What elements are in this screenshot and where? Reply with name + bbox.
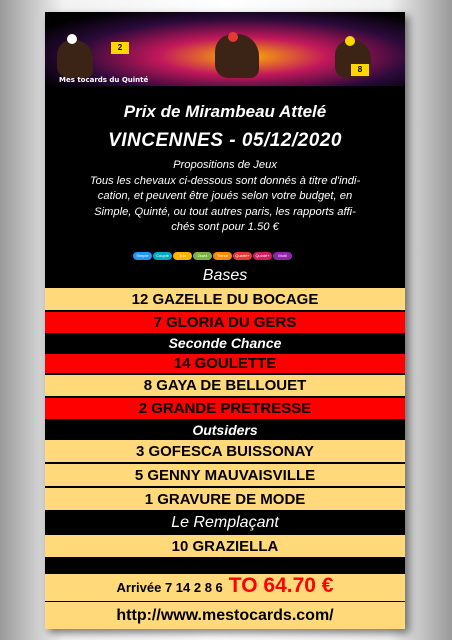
jockey-graphic (345, 36, 355, 46)
jockey-graphic (228, 32, 238, 42)
payout-value: TO 64.70 € (228, 574, 334, 597)
race-title: Prix de Mirambeau Attelé (123, 102, 327, 121)
section-header-remplacant: Le Remplaçant (45, 511, 405, 535)
section-header-seconde-chance: Seconde Chance (45, 334, 405, 353)
bet-type-strip (133, 252, 292, 260)
bet-type-badge: 2sur4 (193, 252, 212, 260)
horse-graphic (57, 40, 93, 78)
banner-caption: Mes tocards du Quinté (59, 76, 149, 84)
jockey-graphic (67, 34, 77, 44)
horse-row: 12 GAZELLE DU BOCAGE (45, 288, 405, 311)
horse-row: 7 GLORIA DU GERS (45, 312, 405, 334)
horse-row: 1 GRAVURE DE MODE (45, 488, 405, 511)
section-header-outsiders: Outsiders (45, 420, 405, 440)
race-venue-date: VINCENNES - 05/12/2020 (108, 130, 342, 151)
horse-row: 3 GOFESCA BUISSONAY (45, 440, 405, 463)
section-header-bases: Bases (45, 264, 405, 287)
intro-line: cation, et peuvent être joués selon votre budget, en (97, 190, 353, 202)
divider (45, 558, 405, 574)
bet-type-badge: Couplé (153, 252, 172, 260)
arrivee-label: Arrivée 7 14 2 8 6 (116, 580, 223, 595)
horse-row: 10 GRAZIELLA (45, 535, 405, 558)
intro-line: chés sont pour 1.50 € (171, 221, 279, 233)
saddle-number: 2 (111, 42, 129, 54)
website-link[interactable]: http://www.mestocards.com/ (45, 601, 405, 629)
bet-type-badge: Simple (133, 252, 152, 260)
intro-text (51, 158, 399, 236)
intro-heading: Propositions de Jeux (173, 159, 277, 171)
bet-type-badge: Quinté+ (253, 252, 272, 260)
saddle-number: 8 (351, 64, 369, 76)
header-banner (45, 12, 405, 86)
bet-type-badge: Tiercé (213, 252, 232, 260)
bet-type-badge: Trio (173, 252, 192, 260)
bet-type-badge: Quarté+ (233, 252, 252, 260)
intro-line: Tous les chevaux ci-dessous sont donnés à titre d'indi- (89, 174, 361, 187)
horse-row: 8 GAYA DE BELLOUET (45, 375, 405, 397)
horse-row: 2 GRANDE PRETRESSE (45, 398, 405, 420)
intro-line: Simple, Quinté, ou tout autres paris, les rapports affi- (94, 205, 356, 218)
horse-row: 5 GENNY MAUVAISVILLE (45, 464, 405, 487)
result-row (45, 574, 405, 601)
bet-type-badge: Multi (273, 252, 292, 260)
horse-row: 14 GOULETTE (45, 354, 405, 374)
horse-graphic (215, 34, 259, 78)
prognosis-card (45, 12, 405, 629)
